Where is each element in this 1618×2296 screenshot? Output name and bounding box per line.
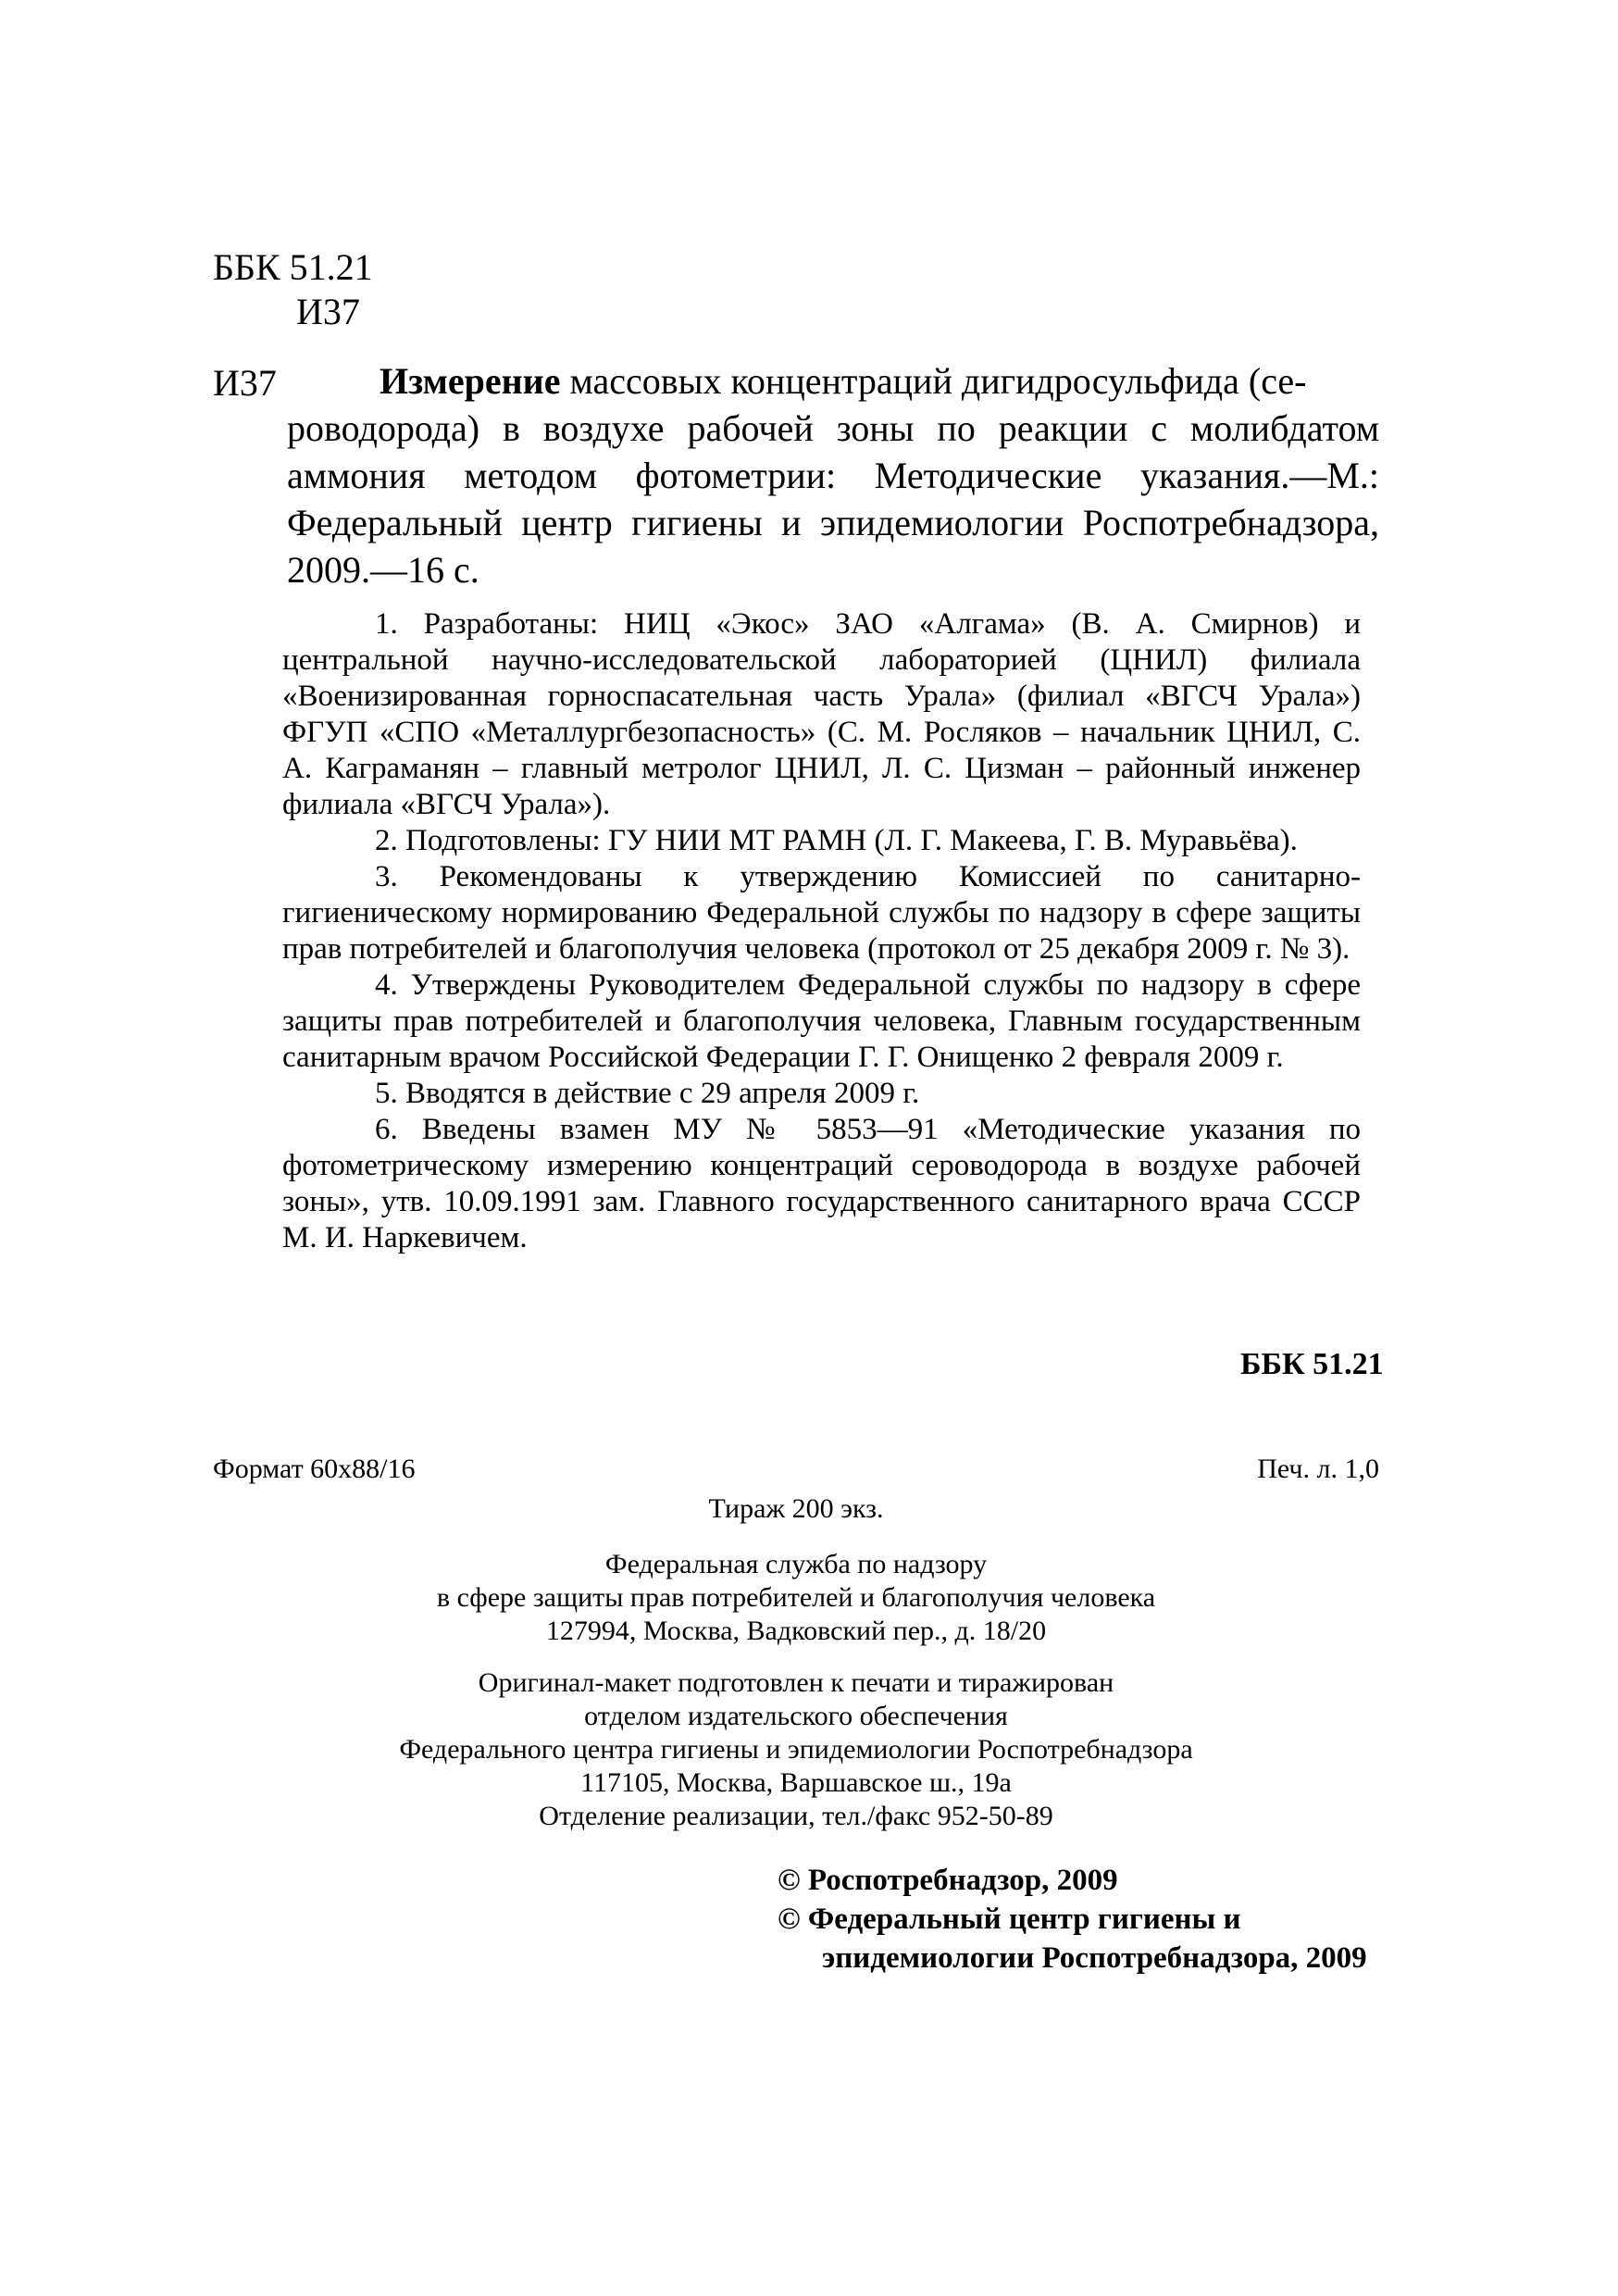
printer-line: Отделение реализации, тел./факс 952-50-89 xyxy=(539,1801,1053,1831)
note-item: 5. Вводятся в действие с 29 апреля 2009 г. xyxy=(375,1077,920,1110)
print-run: Тираж 200 экз. xyxy=(708,1493,884,1524)
print-sheets-text: Печ. л. 1,0 xyxy=(1257,1454,1379,1484)
printer-line: Федерального центра гигиены и эпидемиологии Роспотребнадзора xyxy=(399,1734,1193,1765)
note-item: 1. Разработаны: НИЦ «Экос» ЗАО «Алгама» (В. А. Смирнов) и центральной научно-исследовательской лабораторией (ЦНИЛ) филиала «Военизированная горноспасательная часть Урала» (филиал «ВГСЧ Урала») ФГУП «СПО «Металлургбезопасность» (С. М. Росляков – начальник ЦНИЛ, С. А. Каграманян – главный метролог ЦНИЛ, Л. С. Цизман – районный инженер филиала «ВГСЧ Урала»). xyxy=(282,607,1361,821)
bibliographic-description xyxy=(287,357,1379,593)
copyright-line: © Федеральный центр гигиены и xyxy=(778,1903,1241,1936)
bib-title-bold: Измерение xyxy=(380,360,561,402)
note-item: 3. Рекомендованы к утверждению Комиссией по санитарно-гигиеническому нормированию Федеральной службы по надзору в сфере защиты прав потребителей и благополучия человека (протокол от 25 декабря 2009 г. № 3). xyxy=(282,860,1361,966)
copyright-line: © Роспотребнадзор, 2009 xyxy=(778,1864,1118,1897)
copyright-block xyxy=(778,1861,1367,1978)
publisher-line: 127994, Москва, Вадковский пер., д. 18/20 xyxy=(545,1616,1047,1646)
printer-block xyxy=(213,1666,1379,1833)
author-mark: И37 xyxy=(213,362,277,404)
copyright-line: эпидемиологии Роспотребнадзора, 2009 xyxy=(822,1941,1367,1975)
bbk-bottom: ББК 51.21 xyxy=(1240,1347,1384,1381)
bbk-classification xyxy=(213,245,373,334)
publication-notes xyxy=(282,606,1361,1256)
bib-first-line xyxy=(380,357,1379,405)
bbk-code: ББК 51.21 xyxy=(213,246,373,288)
note-item: 2. Подготовлены: ГУ НИИ МТ РАМН (Л. Г. Макеева, Г. В. Муравьёва). xyxy=(375,824,1298,857)
printer-line: Оригинал-макет подготовлен к печати и тиражирован xyxy=(478,1667,1114,1698)
publisher-block xyxy=(213,1548,1379,1648)
printer-line: 117105, Москва, Варшавское ш., 19а xyxy=(580,1767,1012,1798)
publisher-line: Федеральная служба по надзору xyxy=(604,1549,988,1579)
note-item: 4. Утверждены Руководителем Федеральной службы по надзору в сфере защиты прав потребителей и благополучия человека, Главным государственным санитарным врачом Российской Федерации Г. Г. Онищенко 2 февраля 2009 г. xyxy=(282,968,1361,1074)
printer-line: отделом издательского обеспечения xyxy=(584,1701,1008,1731)
format-text: Формат 60x88/16 xyxy=(213,1454,416,1484)
bib-first-line-rest: массовых концентраций дигидросульфида (се- xyxy=(560,360,1307,402)
publisher-line: в сфере защиты прав потребителей и благополучия человека xyxy=(436,1582,1156,1613)
author-sign-code: И37 xyxy=(296,291,360,332)
note-item: 6. Введены взамен МУ № 5853—91 «Методические указания по фотометрическому измерению концентраций сероводорода в воздухе рабочей зоны», утв. 10.09.1991 зам. Главного государственного санитарного врача СССР М. И. Наркевичем. xyxy=(282,1113,1361,1254)
bib-rest: роводорода) в воздухе рабочей зоны по реакции с молибдатом аммония методом фотометрии: Методические указания.—М.: Федеральный центр гигиены и эпидемиологии Роспотребнадзора, 2009.—16 с. xyxy=(287,407,1379,591)
